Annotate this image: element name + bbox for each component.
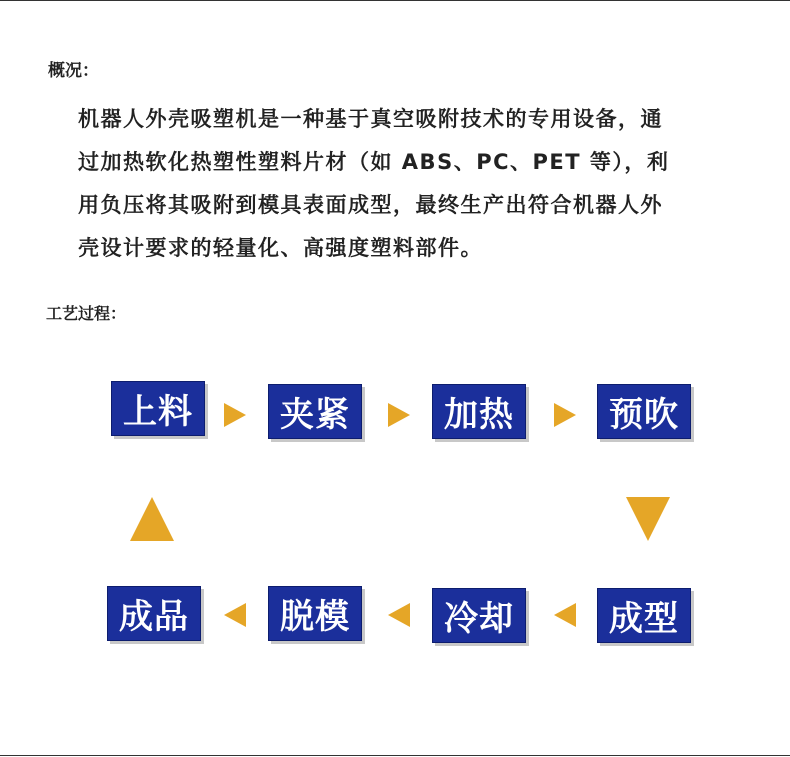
top-border	[0, 0, 790, 1]
arrow-right-icon	[554, 403, 576, 427]
overview-line-2: 过加热软化热塑性塑料片材（如 ABS、PC、PET 等），利	[78, 150, 670, 174]
arrow-left-icon	[224, 603, 246, 627]
overview-line-3: 用负压将其吸附到模具表面成型，最终生产出符合机器人外	[78, 193, 663, 217]
arrow-right-icon	[224, 403, 246, 427]
step-demold: 脱模	[268, 586, 362, 641]
arrow-right-icon	[388, 403, 410, 427]
process-heading: 工艺过程：	[46, 304, 127, 323]
step-heat: 加热	[432, 384, 526, 439]
step-cool: 冷却	[432, 588, 526, 643]
step-load: 上料	[111, 381, 205, 436]
arrow-down-icon	[626, 497, 670, 541]
bottom-border	[0, 755, 790, 756]
arrow-left-icon	[388, 603, 410, 627]
arrow-up-icon	[130, 497, 174, 541]
overview-line-1: 机器人外壳吸塑机是一种基于真空吸附技术的专用设备，通	[78, 107, 663, 131]
overview-line-4: 壳设计要求的轻量化、高强度塑料部件。	[78, 236, 483, 260]
step-product: 成品	[107, 586, 201, 641]
step-clamp: 夹紧	[268, 384, 362, 439]
overview-paragraph	[78, 98, 768, 270]
overview-heading: 概况：	[48, 61, 99, 81]
step-preblow: 预吹	[597, 384, 691, 439]
arrow-left-icon	[554, 603, 576, 627]
step-form: 成型	[597, 588, 691, 643]
